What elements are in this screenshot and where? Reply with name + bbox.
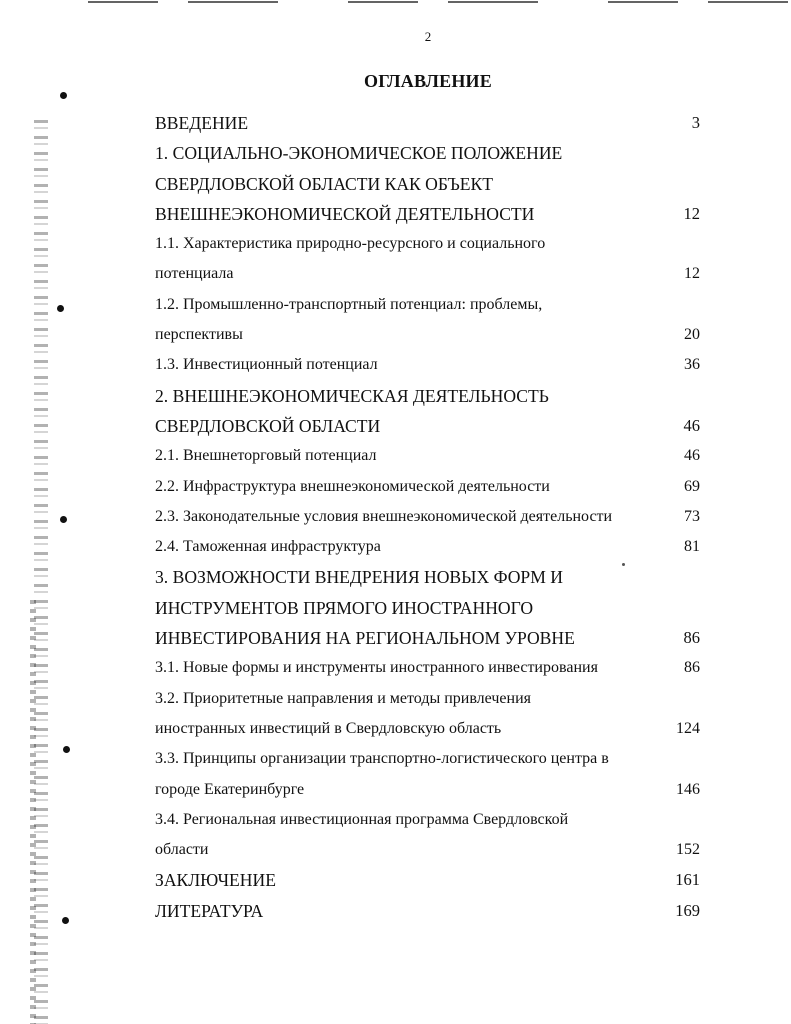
scan-left-edge-noise xyxy=(34,120,48,1024)
toc-entry-page-number: 169 xyxy=(675,900,700,920)
toc-entry-title xyxy=(155,744,660,805)
toc-entry-line: 2.3. Законодательные условия внешнеэкономической деятельности xyxy=(155,507,613,525)
table-of-contents xyxy=(155,108,700,926)
scan-left-edge-noise-2 xyxy=(30,600,36,1024)
toc-title: ОГЛАВЛЕНИЕ xyxy=(364,71,492,91)
toc-entry-title xyxy=(155,532,660,562)
toc-entry-line: ЗАКЛЮЧЕНИЕ xyxy=(155,870,276,891)
punch-hole-mark xyxy=(62,917,69,924)
toc-entry-line: ВВЕДЕНИЕ xyxy=(155,113,249,133)
toc-entry-title xyxy=(155,653,660,683)
toc-entry-page-number: 86 xyxy=(684,659,700,677)
toc-entry-line: 2.2. Инфраструктура внешнеэкономической деятельности xyxy=(155,477,550,495)
toc-entry-line: перспективы xyxy=(155,326,243,344)
toc-entry xyxy=(155,229,700,290)
toc-entry xyxy=(155,472,700,502)
toc-entry-line: 2. ВНЕШНЕЭКОНОМИЧЕСКАЯ ДЕЯТЕЛЬНОСТЬ xyxy=(155,385,549,406)
toc-entry xyxy=(155,350,700,380)
punch-hole-mark xyxy=(60,92,67,99)
toc-entry-line: области xyxy=(155,841,209,859)
toc-entry-title xyxy=(155,805,660,866)
toc-entry xyxy=(155,744,700,805)
toc-entry-page-number: 152 xyxy=(676,841,700,859)
toc-entry-title xyxy=(155,229,660,290)
toc-entry-page-number: 3 xyxy=(691,113,700,132)
toc-entry xyxy=(155,138,700,229)
toc-entry-line: 1. СОЦИАЛЬНО-ЭКОНОМИЧЕСКОЕ ПОЛОЖЕНИЕ xyxy=(155,143,563,164)
toc-entry-line: 3.4. Региональная инвестиционная программа Свердловской xyxy=(155,810,569,828)
toc-entry-page-number: 12 xyxy=(683,203,700,223)
toc-entry-page-number: 46 xyxy=(684,447,700,465)
toc-entry-page-number: 146 xyxy=(676,780,700,798)
toc-entry-page-number: 81 xyxy=(684,538,700,556)
toc-entry-line: 3.3. Принципы организации транспортно-логистического центра в xyxy=(155,750,609,768)
toc-entry-line: ВНЕШНЕЭКОНОМИЧЕСКОЙ ДЕЯТЕЛЬНОСТИ xyxy=(155,203,535,224)
toc-entry-line: городе Екатеринбурге xyxy=(155,780,305,798)
toc-entry-title xyxy=(155,441,660,471)
page-number: 2 xyxy=(424,29,432,44)
toc-entry xyxy=(155,381,700,442)
toc-entry xyxy=(155,290,700,351)
toc-entry xyxy=(155,684,700,745)
toc-entry-line: иностранных инвестиций в Свердловскую область xyxy=(155,719,502,737)
toc-entry xyxy=(155,502,700,532)
toc-entry-title xyxy=(155,108,660,138)
toc-entry xyxy=(155,653,700,683)
toc-entry-title xyxy=(155,381,660,442)
punch-hole-mark xyxy=(57,305,64,312)
toc-entry-page-number: 161 xyxy=(675,870,700,890)
toc-entry-page-number: 124 xyxy=(676,719,700,737)
toc-entry-line: 1.2. Промышленно-транспортный потенциал: проблемы, xyxy=(155,295,543,313)
toc-entry-line: 3. ВОЗМОЖНОСТИ ВНЕДРЕНИЯ НОВЫХ ФОРМ И xyxy=(155,567,563,588)
toc-entry-page-number: 20 xyxy=(684,326,700,344)
toc-entry-page-number: 86 xyxy=(683,628,700,648)
scan-top-rule xyxy=(88,1,788,3)
punch-hole-mark xyxy=(63,746,70,753)
toc-entry-title xyxy=(155,138,660,229)
toc-entry-title xyxy=(155,684,660,745)
toc-entry-title xyxy=(155,865,660,895)
toc-entry-line: ИНСТРУМЕНТОВ ПРЯМОГО ИНОСТРАННОГО xyxy=(155,597,534,618)
toc-entry-line: 1.1. Характеристика природно-ресурсного и социального xyxy=(155,235,546,253)
toc-entry-page-number: 46 xyxy=(683,415,700,435)
toc-entry xyxy=(155,805,700,866)
toc-entry-title xyxy=(155,350,660,380)
toc-entry-title xyxy=(155,562,660,653)
toc-entry xyxy=(155,896,700,926)
toc-entry-line: 3.1. Новые формы и инструменты иностранного инвестирования xyxy=(155,659,598,677)
toc-entry-page-number: 69 xyxy=(684,477,700,495)
toc-entry-line: ЛИТЕРАТУРА xyxy=(155,900,264,921)
punch-hole-mark xyxy=(60,516,67,523)
toc-entry xyxy=(155,532,700,562)
toc-entry-page-number: 36 xyxy=(684,356,700,374)
toc-entry-page-number: 73 xyxy=(684,507,700,525)
toc-entry xyxy=(155,108,700,138)
toc-entry-title xyxy=(155,502,660,532)
toc-entry xyxy=(155,441,700,471)
toc-entry-line: СВЕРДЛОВСКОЙ ОБЛАСТИ xyxy=(155,415,381,436)
toc-entry xyxy=(155,562,700,653)
toc-entry-line: 3.2. Приоритетные направления и методы привлечения xyxy=(155,689,531,707)
toc-entry xyxy=(155,865,700,895)
toc-entry-title xyxy=(155,472,660,502)
toc-entry-line: СВЕРДЛОВСКОЙ ОБЛАСТИ КАК ОБЪЕКТ xyxy=(155,173,493,194)
toc-entry-line: потенциала xyxy=(155,265,234,283)
toc-entry-line: 1.3. Инвестиционный потенциал xyxy=(155,356,378,374)
toc-entry-line: 2.4. Таможенная инфраструктура xyxy=(155,538,381,556)
toc-entry-line: 2.1. Внешнеторговый потенциал xyxy=(155,447,377,465)
toc-entry-line: ИНВЕСТИРОВАНИЯ НА РЕГИОНАЛЬНОМ УРОВНЕ xyxy=(155,628,575,649)
toc-entry-title xyxy=(155,290,660,351)
toc-entry-title xyxy=(155,896,660,926)
toc-entry-page-number: 12 xyxy=(684,265,700,283)
